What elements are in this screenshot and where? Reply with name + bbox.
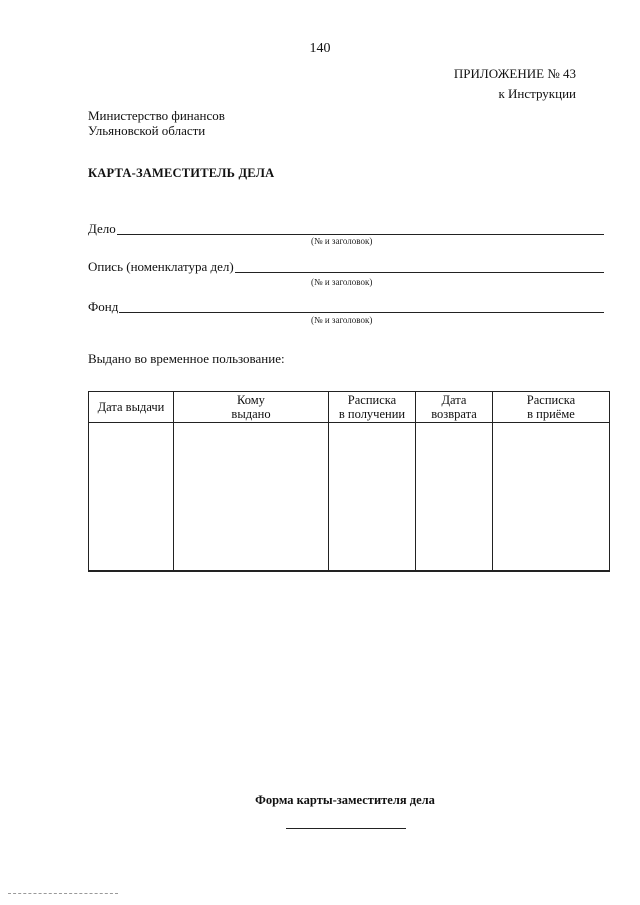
field-inventory bbox=[88, 259, 604, 275]
cell-recipient bbox=[174, 423, 329, 572]
field-fund-label: Фонд bbox=[88, 299, 119, 314]
field-case-line bbox=[117, 222, 604, 235]
cell-return-date bbox=[416, 423, 493, 572]
loan-table bbox=[88, 391, 610, 572]
field-case bbox=[88, 221, 604, 237]
form-caption: Форма карты-заместителя дела bbox=[255, 793, 435, 807]
header-issue-date: Дата выдачи bbox=[89, 392, 174, 423]
field-fund-hint: (№ и заголовок) bbox=[311, 315, 373, 325]
field-fund bbox=[88, 299, 604, 315]
document-title: КАРТА-ЗАМЕСТИТЕЛЬ ДЕЛА bbox=[88, 166, 275, 180]
footer-divider bbox=[8, 893, 118, 894]
header-recipient: Кому выдано bbox=[174, 392, 329, 423]
cell-issue-date bbox=[89, 423, 174, 572]
appendix-header bbox=[454, 64, 576, 104]
organization-block bbox=[88, 108, 225, 138]
table-header-row bbox=[89, 392, 610, 423]
page-number: 140 bbox=[309, 41, 331, 56]
field-case-label: Дело bbox=[88, 221, 116, 236]
organization-line-2: Ульяновской области bbox=[88, 123, 206, 138]
table-row bbox=[89, 423, 610, 572]
header-return-date: Дата возврата bbox=[416, 392, 493, 423]
organization-line-1: Министерство финансов bbox=[88, 108, 225, 123]
cell-acceptance-signature bbox=[493, 423, 610, 572]
appendix-subtitle: к Инструкции bbox=[498, 86, 576, 101]
field-case-hint: (№ и заголовок) bbox=[311, 236, 373, 246]
cell-receipt-signature bbox=[329, 423, 416, 572]
header-receipt-signature: Расписка в получении bbox=[329, 392, 416, 423]
field-inventory-line bbox=[235, 260, 604, 273]
field-inventory-hint: (№ и заголовок) bbox=[311, 277, 373, 287]
header-acceptance-signature: Расписка в приёме bbox=[493, 392, 610, 423]
caption-divider bbox=[286, 828, 406, 829]
appendix-title: ПРИЛОЖЕНИЕ № 43 bbox=[453, 66, 576, 81]
issued-label: Выдано во временное пользование: bbox=[88, 351, 285, 366]
field-fund-line bbox=[119, 300, 604, 313]
field-inventory-label: Опись (номенклатура дел) bbox=[88, 259, 234, 274]
